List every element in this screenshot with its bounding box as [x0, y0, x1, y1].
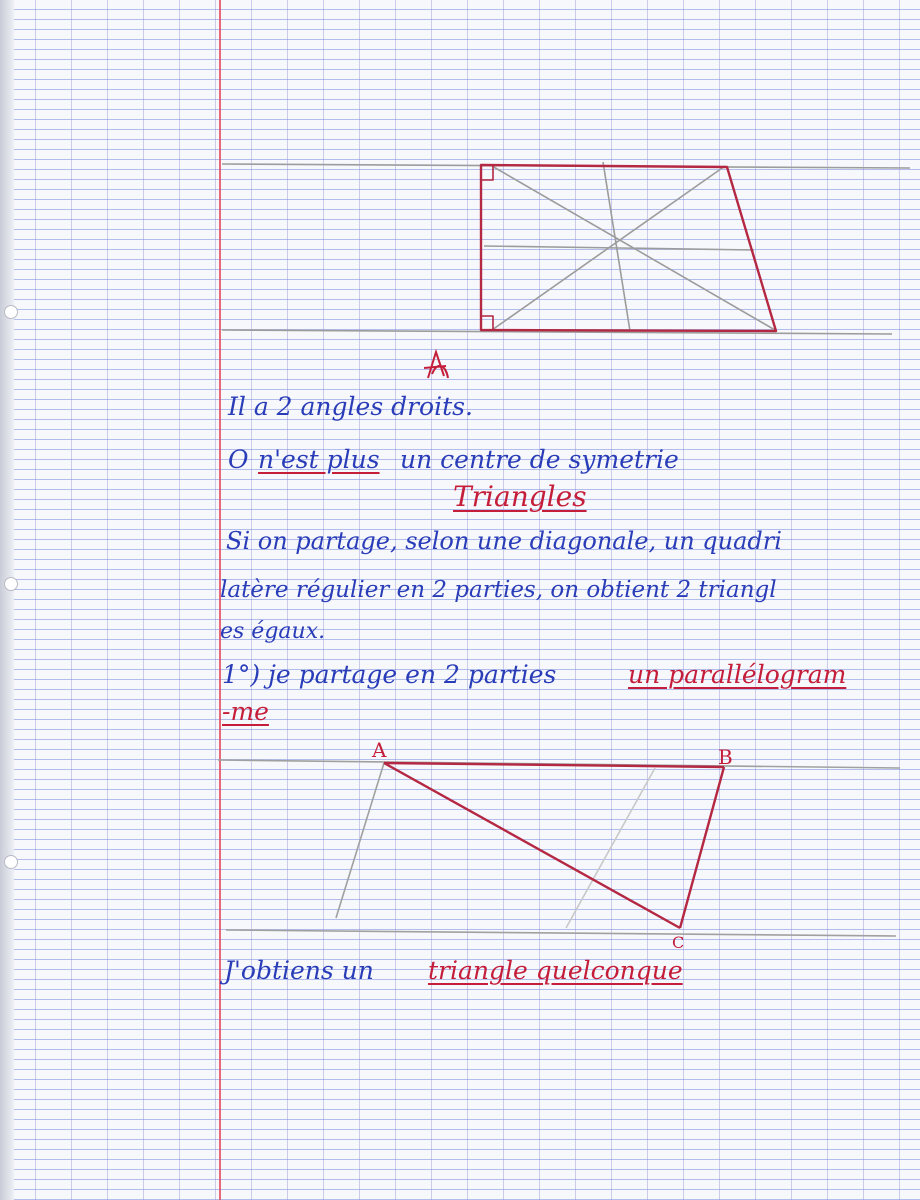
- pencil-guide-line: [226, 930, 896, 936]
- section-title: Triangles: [453, 480, 587, 513]
- text-line: J'obtiens un: [224, 956, 374, 985]
- vertex-label-a: A: [372, 738, 387, 762]
- segment-bc: [680, 767, 724, 928]
- text-line: latère régulier en 2 parties, on obtient 2 triangl: [220, 577, 777, 603]
- underlined-phrase: -me: [222, 697, 269, 726]
- vertex-label-b: B: [718, 745, 733, 769]
- text-line: Il a 2 angles droits.: [228, 392, 473, 421]
- text-line: un centre de symetrie: [400, 445, 679, 474]
- pencil-faint-line: [566, 768, 655, 928]
- text-line: 1°) je partage en 2 parties: [222, 660, 557, 689]
- vertex-label-c: C: [672, 933, 685, 952]
- text-line: Si on partage, selon une diagonale, un quadri: [226, 527, 782, 555]
- text-line: es égaux.: [220, 619, 326, 644]
- diagonal-ac: [384, 763, 680, 928]
- pencil-side: [336, 763, 384, 918]
- underlined-phrase: triangle quelconque: [428, 956, 683, 985]
- underlined-phrase: n'est plus: [258, 445, 380, 474]
- text-line: O: [228, 445, 249, 474]
- underlined-phrase: un parallélogram: [628, 660, 847, 689]
